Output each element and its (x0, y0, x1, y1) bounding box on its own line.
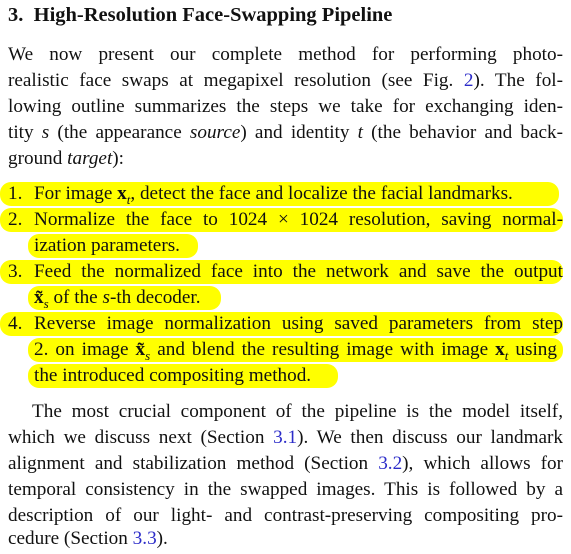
step-number: 2. (8, 209, 23, 230)
section-heading (8, 4, 392, 27)
intro-line: realistic face swaps at megapixel resolution (see Fig. 2). The fol- (8, 70, 564, 91)
figure-reference[interactable]: 2 (463, 70, 474, 91)
intro-line: We now present our complete method for performing photo- (8, 44, 563, 65)
step-item: 1. For image $x_t$, detect the face and localize the facial landmarks. (8, 183, 513, 207)
step-continuation: 2. on image $x̃_s$ and blend the resulting image with image $x_t$ using (34, 339, 557, 363)
step-number: 4. (8, 313, 23, 334)
step-number: 1. (8, 183, 23, 204)
intro-line: ground target): (8, 148, 125, 169)
step-number: 3. (8, 261, 23, 282)
intro-line: lowing outline summarizes the steps we take for exchanging iden- (8, 96, 563, 117)
step-continuation: the introduced compositing method. (34, 365, 312, 386)
step-continuation: ization parameters. (34, 235, 180, 256)
closing-line: cedure (Section 3.3). (8, 528, 168, 549)
section-title: High-Resolution Face-Swapping Pipeline (33, 4, 393, 26)
closing-line: temporal consistency in the swapped images. This is followed by a (8, 479, 563, 500)
closing-line: description of our light- and contrast-preserving compositing pro- (8, 505, 563, 526)
section-reference[interactable]: 3.2 (378, 453, 403, 474)
closing-line: alignment and stabilization method (Section 3.2), which allows for (8, 453, 563, 474)
step-item: 4. Reverse image normalization using saved parameters from step (8, 311, 563, 337)
step-continuation: $x̃_s$ of the s-th decoder. (34, 287, 201, 311)
closing-line: The most crucial component of the pipeline is the model itself, (32, 401, 563, 422)
section-number: 3. (8, 4, 24, 26)
step-item: 3. Feed the normalized face into the network and save the output (8, 259, 563, 285)
section-reference[interactable]: 3.1 (273, 427, 298, 448)
step-item: 2. Normalize the face to 1024 × 1024 resolution, saving normal- (8, 207, 563, 233)
section-reference[interactable]: 3.3 (132, 528, 157, 549)
closing-line: which we discuss next (Section 3.1). We then discuss our landmark (8, 427, 563, 448)
intro-line: tity s (the appearance source) and identity t (the behavior and back- (8, 122, 563, 143)
